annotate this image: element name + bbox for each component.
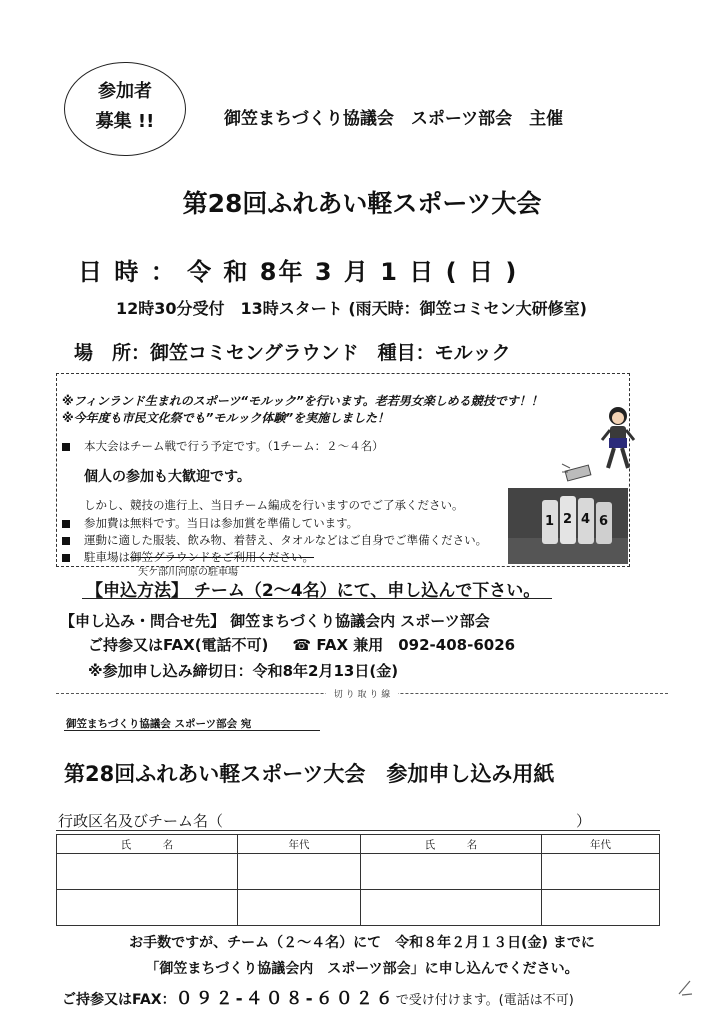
footer-fax-number: ０９２-４０８-６０２６ <box>175 989 396 1009</box>
age-cell[interactable] <box>238 854 361 890</box>
apply-method-underline <box>82 598 552 599</box>
footer-line-2: 「御笠まちづくり協議会内 スポーツ部会」に申し込んでください。 <box>145 961 579 977</box>
player-illustration-icon <box>598 404 638 474</box>
badge-line-2: 募集 !! <box>95 111 155 132</box>
bullet-square-icon <box>62 520 70 528</box>
col-age-1: 年代 <box>238 835 361 854</box>
addressee-underline <box>64 730 320 731</box>
event-time: 12時30分受付 13時スタート (雨天時：御笠コミセン大研修室) <box>116 299 587 318</box>
name-cell[interactable] <box>57 890 238 926</box>
apply-method: 【申込方法】 チーム（2～4名）にて、申し込んで下さい。 <box>86 581 541 601</box>
cut-line-text: 切 り 取 り 線 <box>326 690 398 700</box>
parking-struck-text: 御笠グラウンドをご利用ください。 <box>130 550 314 564</box>
bullet-team-text: 本大会はチーム戦で行う予定です。（1チーム：２～４名） <box>84 439 384 453</box>
handwritten-parking-note: 矢ケ部川河原の駐車場 <box>138 567 238 578</box>
bullet-square-icon <box>62 443 70 451</box>
col-age-2: 年代 <box>542 835 660 854</box>
table-row <box>57 854 660 890</box>
fax-note: ご持参又はFAX(電話不可) <box>88 636 269 654</box>
event-title: 第28回ふれあい軽スポーツ大会 <box>182 189 542 218</box>
name-cell[interactable] <box>361 854 542 890</box>
age-cell[interactable] <box>542 890 660 926</box>
intro-line-2: ※今年度も市民文化祭でも”モルック体験”を実施しました！ <box>62 411 390 425</box>
event-place: 場 所：御笠コミセングラウンド 種目：モルック <box>74 342 511 364</box>
name-cell[interactable] <box>57 854 238 890</box>
team-name-close: ） <box>576 812 592 830</box>
col-name-2: 氏 名 <box>361 835 542 854</box>
badge-line-1: 参加者 <box>98 81 152 102</box>
entry-table <box>56 834 660 926</box>
fax-line <box>88 634 515 655</box>
footer-suffix: で受け付けます。(電話は不可) <box>395 993 574 1008</box>
team-name-line <box>56 830 660 831</box>
organizer: 御笠まちづくり協議会 スポーツ部会 主催 <box>224 109 564 129</box>
bullet-team <box>62 438 384 454</box>
contact-info: 【申し込み・問合せ先】 御笠まちづくり協議会内 スポーツ部会 <box>60 612 490 630</box>
pin-number: 2 <box>563 512 573 527</box>
age-cell[interactable] <box>238 890 361 926</box>
form-title: 第28回ふれあい軽スポーツ大会 参加申し込み用紙 <box>64 762 555 786</box>
bullet-square-icon <box>62 537 70 545</box>
fax-number: ☎ FAX 兼用 092-408-6026 <box>292 636 516 654</box>
scribble-mark-icon <box>676 978 694 998</box>
table-header-row <box>57 835 660 854</box>
footer-prefix: ご持参又はFAX： <box>62 992 176 1008</box>
footer-line-1: お手数ですが、チーム（２～４名）にて 令和８年２月１３日(金) までに <box>129 935 595 951</box>
footer-line-3 <box>62 984 574 1009</box>
welcome-text: 個人の参加も大歓迎です。 <box>84 469 251 485</box>
col-name-1: 氏 名 <box>57 835 238 854</box>
intro-line-1: ※フィンランド生まれのスポーツ“モルック”を行います。老若男女楽しめる競技です！！ <box>62 394 543 408</box>
parking-prefix: 駐車場は <box>84 550 130 564</box>
deadline: ※参加申し込み締切日：令和8年2月13日(金) <box>88 662 399 680</box>
bullet-clothing <box>62 532 487 548</box>
cut-line-label <box>0 687 724 700</box>
recruitment-badge <box>64 62 186 156</box>
pin-number: 6 <box>599 514 609 529</box>
addressee: 御笠まちづくり協議会 スポーツ部会 宛 <box>66 718 252 730</box>
thrown-stick-icon <box>560 458 600 490</box>
pin-number: 4 <box>581 512 591 527</box>
name-cell[interactable] <box>361 890 542 926</box>
table-row <box>57 890 660 926</box>
bullet-square-icon <box>62 554 70 562</box>
pin-number: 1 <box>545 514 555 529</box>
age-cell[interactable] <box>542 854 660 890</box>
bullet-fee-text: 参加費は無料です。当日は参加賞を準備しています。 <box>84 516 359 530</box>
molkky-photo <box>508 488 628 564</box>
bullet-clothing-text: 運動に適した服装、飲み物、着替え、タオルなどはご自身でご準備ください。 <box>84 533 488 547</box>
team-name-label: 行政区名及びチーム名（ <box>58 812 224 830</box>
bullet-fee <box>62 515 358 531</box>
event-date: 日 時 ： 令 和 8年 3 月 1 日 ( 日 ) <box>78 258 519 286</box>
notice-text: しかし、競技の進行上、当日チーム編成を行いますのでご了承ください。 <box>84 498 464 512</box>
